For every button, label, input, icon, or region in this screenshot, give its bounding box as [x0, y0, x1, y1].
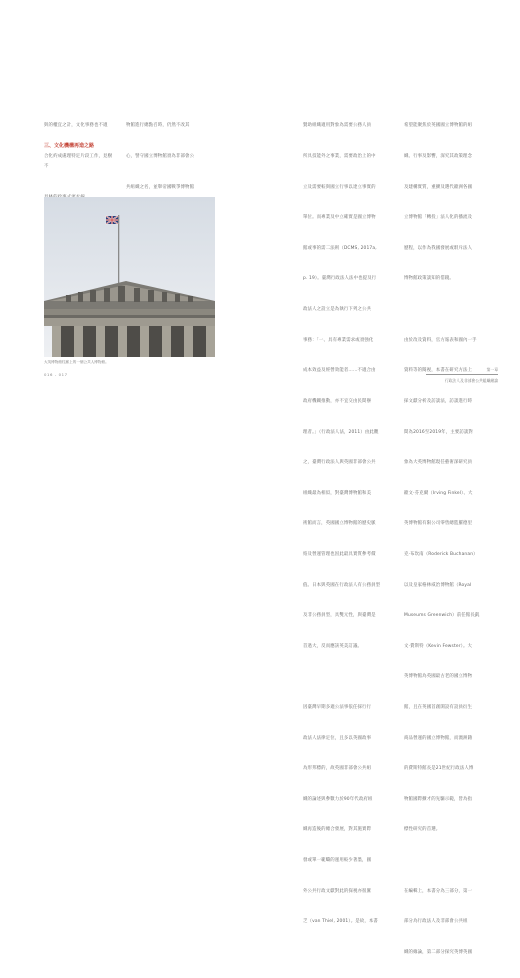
- text-line: 間為2016至2019年，主要訪談對: [404, 429, 473, 435]
- text-line: 以及皇家格林威治博物館（Royal: [404, 582, 472, 588]
- photo-caption: 大英博物館柱廊上的一個公共人博物館。: [44, 360, 109, 364]
- text-line: 歷程，以作為我國發展或駁斥法人: [404, 245, 473, 251]
- page-folio: 016 - 017: [44, 372, 68, 377]
- text-line: 織、行事及影響，深究其政策理念: [404, 154, 473, 160]
- text-line: 單位。而專業及中立確實是國立博物: [303, 215, 376, 221]
- text-line: 物館進行總點召時，仍然不改其: [126, 123, 190, 129]
- text-line: 心，譬守國立博物館須為非部會公: [126, 154, 195, 160]
- text-line: 館或事的需二法則（DCMS, 2017a,: [303, 245, 377, 251]
- text-line: 贊助組織適用對象為需要公務人員: [303, 123, 372, 129]
- text-line: p. 19）。臺灣行政法人法中也提及行: [303, 276, 377, 282]
- section-heading: [44, 142, 94, 149]
- chapter-rule: [426, 374, 498, 375]
- text-line: 術館而言，英國國立博物館的歷史脈: [303, 521, 376, 527]
- text-line: 事務：「一、具有專業需求或須強化: [303, 337, 374, 343]
- text-line: 英博物館為英國最古老的國立博物: [404, 674, 473, 680]
- text-line: 歐文·芬克爾（Irving Finkel）、大: [404, 490, 473, 496]
- text-line: [303, 672, 395, 682]
- text-line: 在編輯上，本書分為三部分，第一: [404, 888, 473, 894]
- text-line: 之，臺灣行政法人與英國非部會公共: [303, 460, 376, 466]
- text-line: 與的權宜之計，文化事務也不適: [44, 123, 108, 129]
- right-column-1: [303, 101, 395, 948]
- text-line: 館，且在英國首創開設有設員衍生: [404, 704, 473, 710]
- text-line: 採文獻分析及訪談法，訪談進行時: [404, 398, 473, 404]
- text-line: 希望能聚焦於英國國立博物館的組: [404, 123, 473, 129]
- photo-illustration: [44, 197, 215, 357]
- text-line: 織的論述與參數力於90年代政府組: [303, 796, 373, 802]
- text-line: 合化約成處理特定片段工作，見樹不: [44, 154, 113, 170]
- text-line: 政法人法律定位，且多以英國政事: [303, 735, 372, 741]
- text-line: 絡及營運管理也因此最具實質參考價: [303, 551, 376, 557]
- text-line: [404, 305, 498, 315]
- text-line: 標性研究的首選。: [404, 827, 441, 833]
- text-line: 象為大英博物館現任藝術深研究員: [404, 460, 473, 466]
- text-line: 文·費斯特（Kevin Fewster）。大: [404, 643, 473, 649]
- text-line: 乏（van Thiel, 2001）。是故，本書: [303, 919, 378, 925]
- text-line: 組織最為相似，對臺灣博物館和美: [303, 490, 372, 496]
- text-line: 成本效益及經營效能者……不適合由: [303, 368, 376, 374]
- text-line: 及非公務員型，具雙元性，與臺灣是: [303, 613, 376, 619]
- chapter-footer: [426, 366, 498, 385]
- text-line: 的費斯特館長是21世紀行政法人博: [404, 766, 474, 772]
- text-line: 織再造後的總合發展，對其施實際: [303, 827, 372, 833]
- section-heading-text: 三、文化機構再造之路: [44, 143, 95, 149]
- british-museum-photo: [44, 197, 215, 357]
- text-line: 立及需要較與國立行事以達立事實的: [303, 184, 376, 190]
- text-line: 商品營運的國立博物館，而澳洲籍: [404, 735, 473, 741]
- text-line: 首過大，反而應該英美訂議。: [303, 643, 363, 649]
- text-line: 值。日本與英國在行政法人有公務員型: [303, 582, 381, 588]
- text-line: 及建構實質，重擴及選代歐洲各國: [404, 184, 473, 190]
- text-line: 外公共行政文獻對此的探視亦很匱: [303, 888, 372, 894]
- text-line: 發或單一範疇的運用較少著墨，國: [303, 858, 372, 864]
- text-line: 所具技能外之事業，需要政治上的中: [303, 154, 376, 160]
- text-line: 英博物館有限公司零售總監羅德里: [404, 521, 473, 527]
- text-line: 共組織之名，並舉帝國戰爭博物館: [126, 184, 195, 190]
- text-line: 物館國際擴才的先驅示範，皆為指: [404, 796, 473, 802]
- text-line: 博物館政策談知的借鏡。: [404, 276, 454, 282]
- text-line: 織的緣論，第二部分探究英博英國: [404, 949, 473, 955]
- text-line: Museums Greenwich）前任館長凱: [404, 613, 480, 619]
- text-line: 部分為行政法人及非部會公共組: [404, 919, 468, 925]
- text-line: 政府機關推動，亦不宜交由民間辦: [303, 398, 372, 404]
- text-line: 由於改及資料，官方報表和國內一手: [404, 337, 477, 343]
- text-line: 理者。」（行政法人法，2011）由此觀: [303, 429, 379, 435]
- text-line: 因臺灣早期多適公法事依任採行行: [303, 704, 372, 710]
- text-line: 立博物館「轉投」法人化的播流及: [404, 215, 473, 221]
- text-line: 為形邦標的，故英國非部會公共組: [303, 766, 372, 772]
- text-line: 資料等的閱視，本書在研究方法上: [404, 368, 473, 374]
- right-column-2: [404, 101, 498, 978]
- chapter-label: 第一章: [486, 367, 498, 372]
- text-line: 克·布坎南（Roderick Buchanan）: [404, 551, 478, 557]
- chapter-title: 行政法人及非部會公共組織緒論: [444, 377, 498, 383]
- text-line: [404, 856, 498, 866]
- text-line: 政法人之設立是為執行下列之公共: [303, 307, 372, 313]
- union-flag-icon: [106, 216, 118, 224]
